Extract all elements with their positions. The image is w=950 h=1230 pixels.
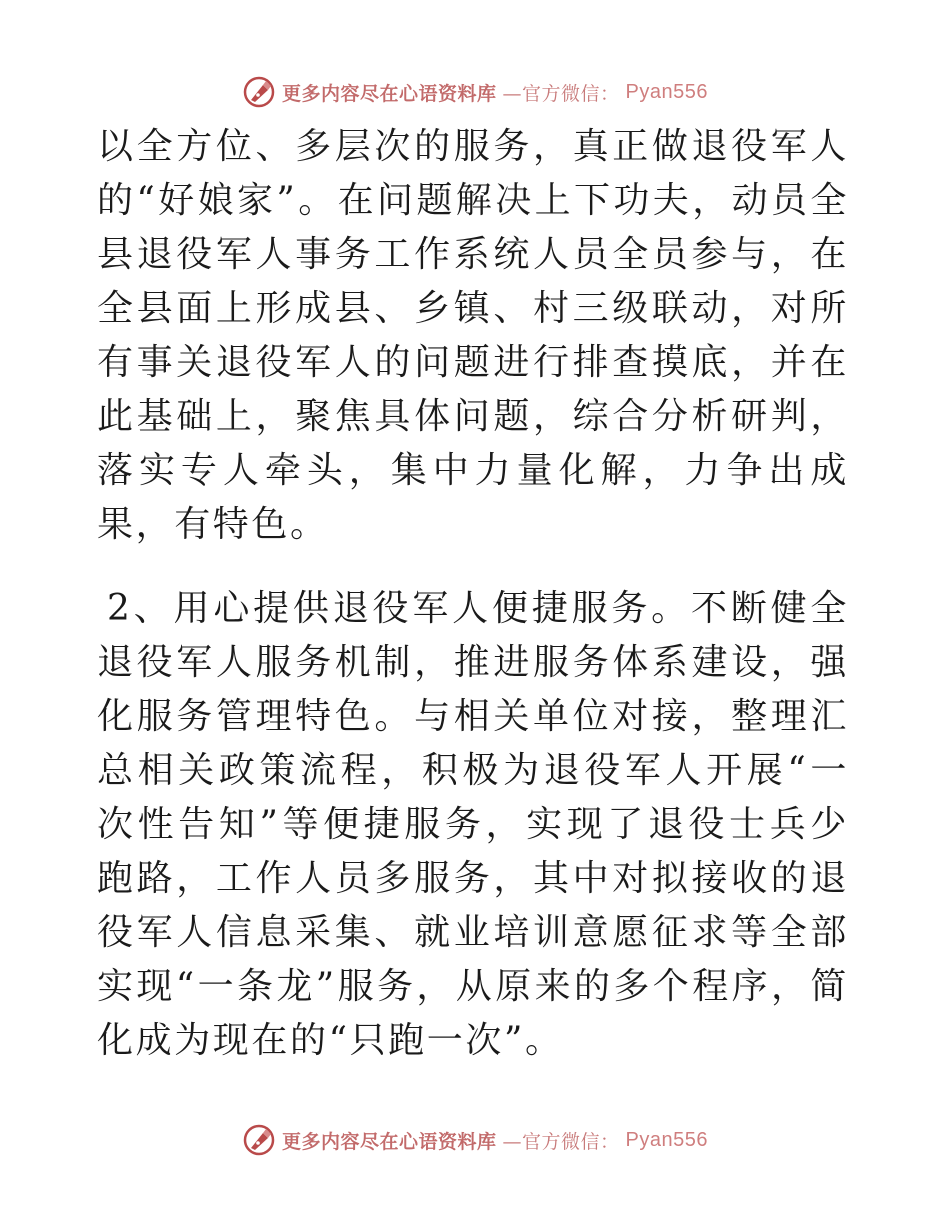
footer-banner <box>0 1118 950 1162</box>
paragraph-1: 以全方位、多层次的服务，真正做退役军人的“好娘家”。在问题解决上下功夫，动员全县退役军人事务工作系统人员全员参与，在全县面上形成县、乡镇、村三级联动，对所有事关退役军人的问题进行排查摸底，并在此基础上，聚焦具体问题，综合分析研判，落实专人牵头，集中力量化解，力争出成果，有特色。 <box>97 126 849 545</box>
footer-banner-wechat-id: Pyan556 <box>625 1128 708 1151</box>
footer-banner-subtitle: —官方微信： <box>502 1130 620 1153</box>
banner-title: 更多内容尽在心语资料库 <box>282 82 497 105</box>
pen-logo-icon <box>242 1123 276 1157</box>
document-body <box>97 120 849 1068</box>
banner-subtitle: —官方微信： <box>502 82 620 105</box>
paragraph-2: 2、用心提供退役军人便捷服务。不断健全退役军人服务机制，推进服务体系建设，强化服务管理特色。与相关单位对接，整理汇总相关政策流程，积极为退役军人开展“一次性告知”等便捷服务，实现了退役士兵少跑路，工作人员多服务，其中对拟接收的退役军人信息采集、就业培训意愿征求等全部实现“一条龙”服务，从原来的多个程序，简化成为现在的“只跑一次”。 <box>97 588 849 1061</box>
pen-logo-icon <box>242 75 276 109</box>
footer-banner-title: 更多内容尽在心语资料库 <box>282 1130 497 1153</box>
banner-wechat-id: Pyan556 <box>625 80 708 103</box>
header-banner <box>0 70 950 114</box>
